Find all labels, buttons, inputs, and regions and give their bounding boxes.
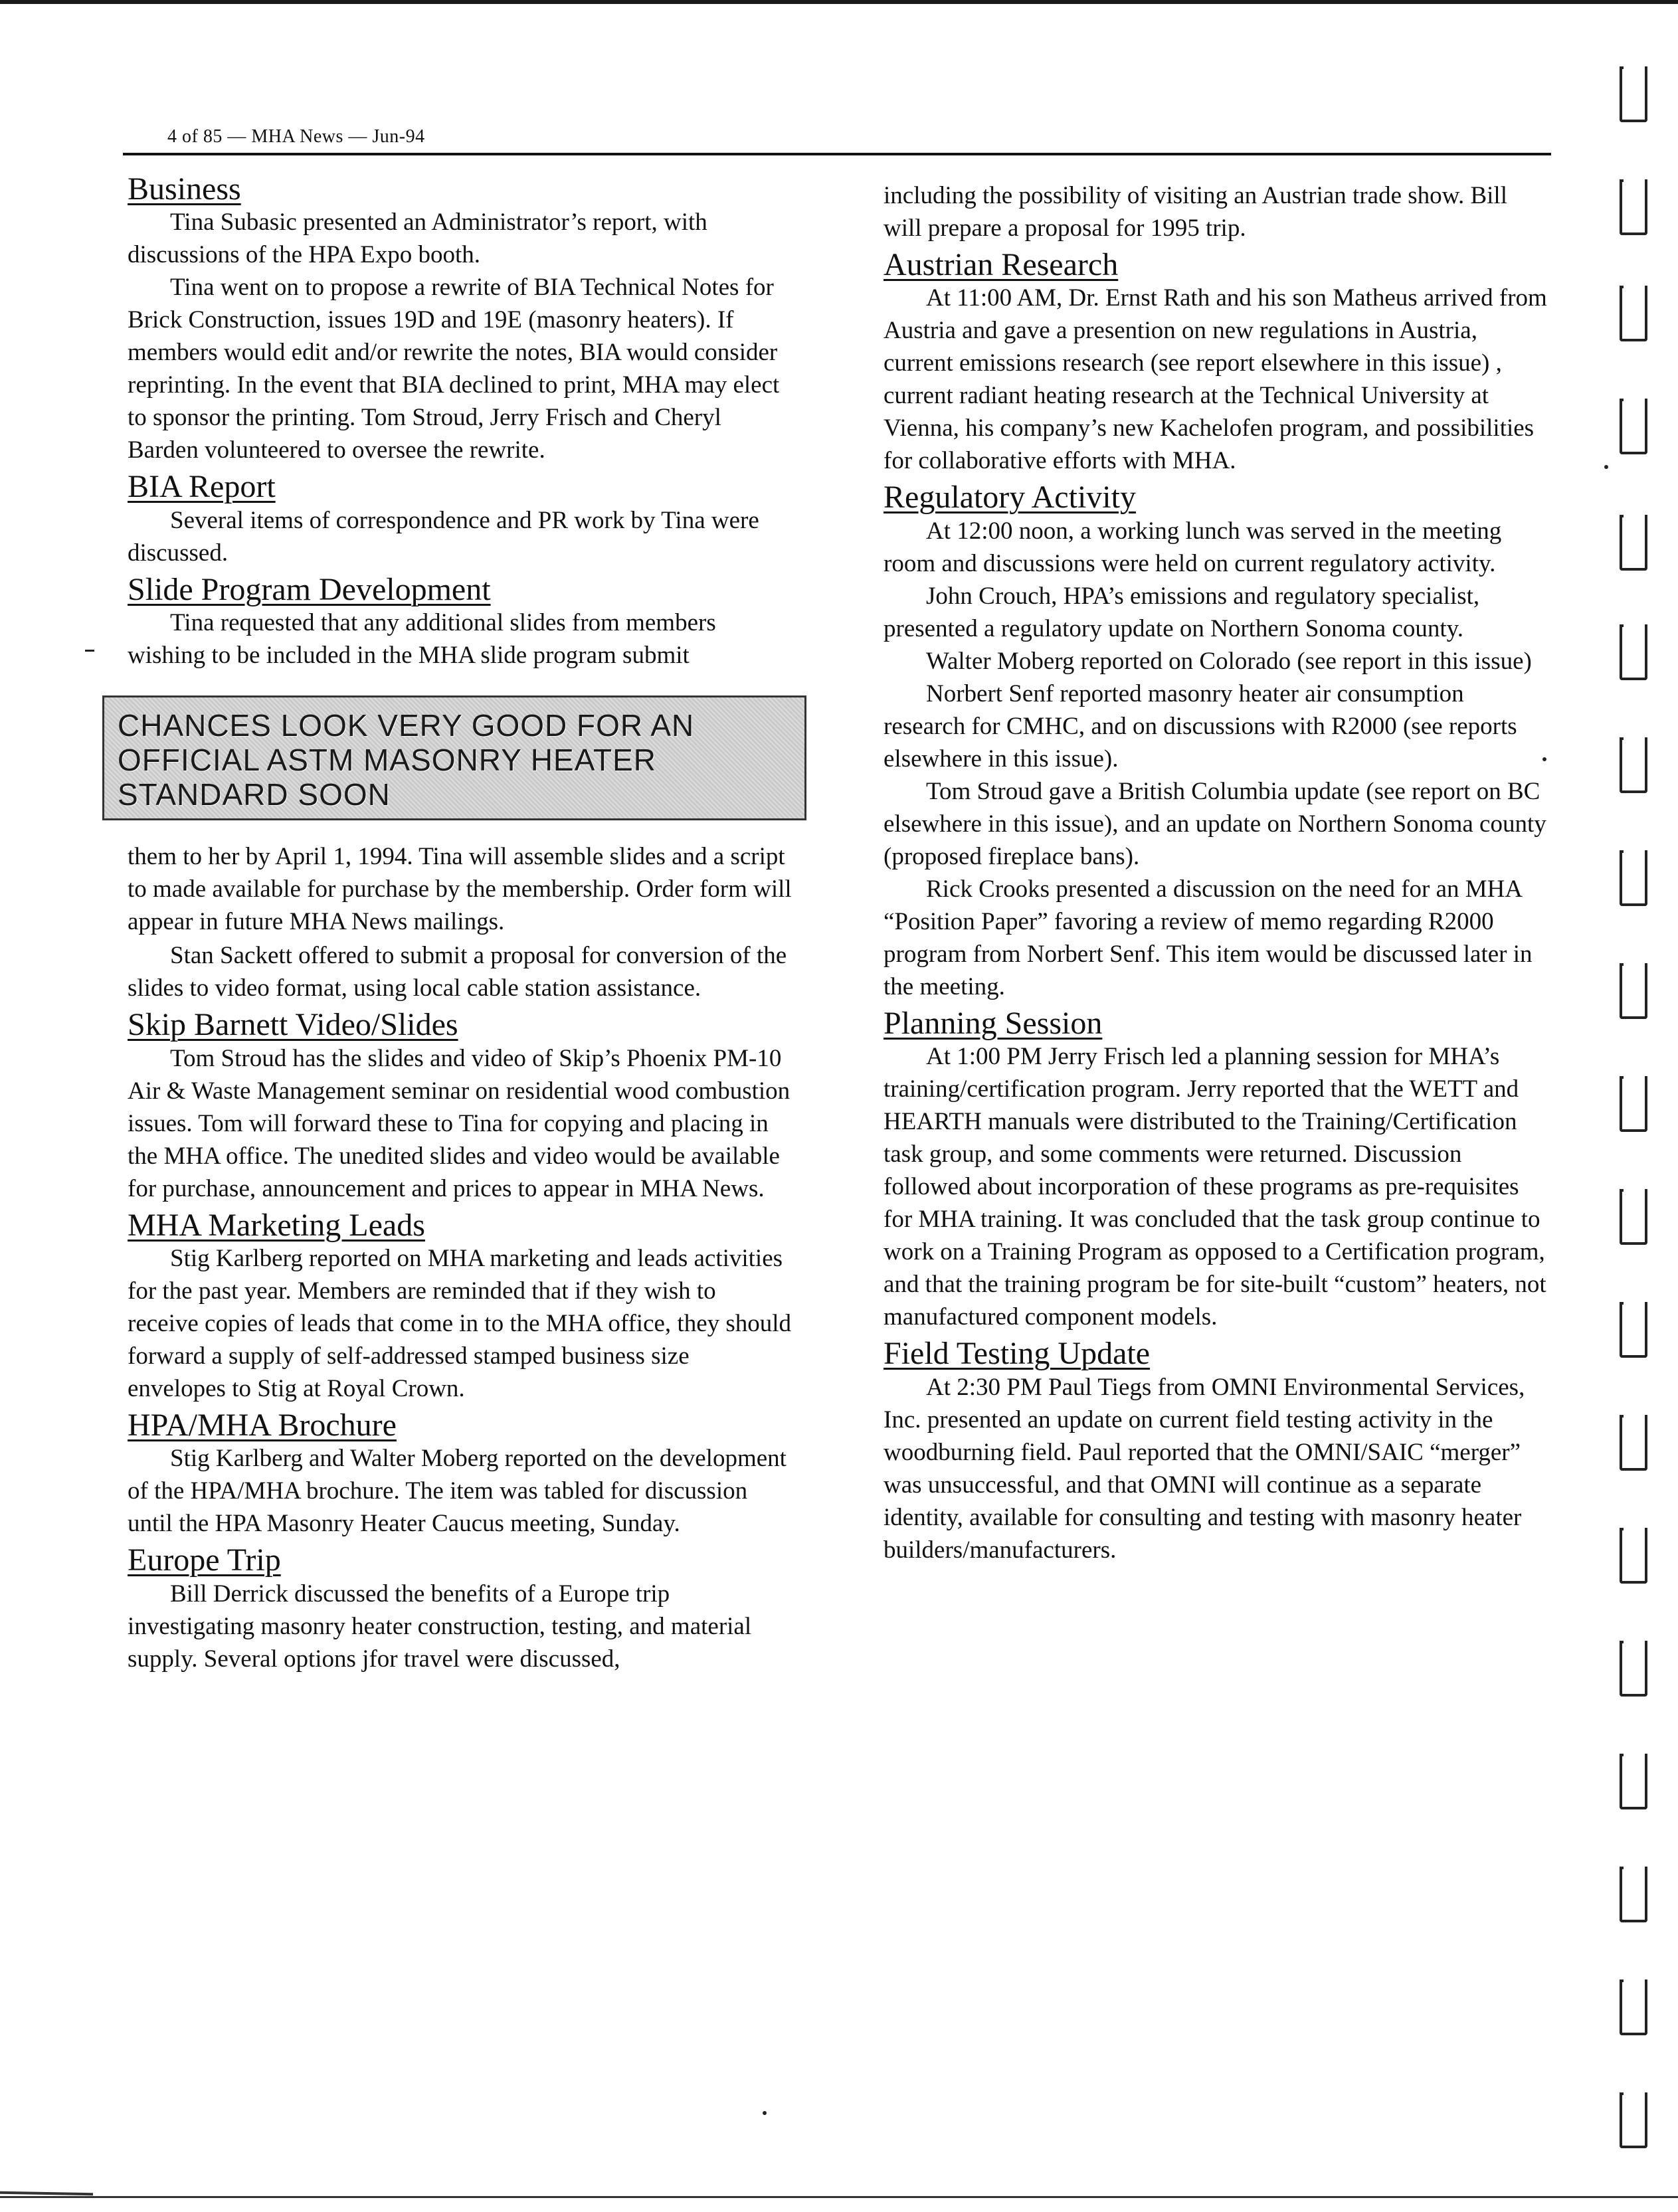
paragraph: Several items of correspondence and PR work by Tina were discussed. [128, 506, 759, 567]
paragraph: At 11:00 AM, Dr. Ernst Rath and his son Matheus arrived from Austria and gave a presention on new regulations in Austria, current emissions research (see report elsewhere in this issue) , current radiant heating research at the Technical University at Vienna, his company’s new Kachelofen program, and possibilities for collaborative efforts with MHA. [884, 284, 1547, 475]
section-heading: Europe Trip [128, 1542, 281, 1578]
binder-hole [1620, 286, 1647, 341]
binder-hole [1620, 1528, 1647, 1584]
europe-trip-continued [884, 179, 1548, 244]
section-regulatory-activity [884, 481, 1548, 1002]
callout-line: STANDARD SOON [118, 777, 391, 812]
paragraph: Bill Derrick discussed the benefits of a Europe trip investigating masonry heater construction, testing, and material supply. Several options jfor travel were discussed, [128, 1580, 752, 1673]
section-slide-program [128, 573, 792, 672]
left-column [118, 171, 792, 1677]
paragraph: At 1:00 PM Jerry Frisch led a planning session for MHA’s training/certification program. Jerry reported that the WETT and HEARTH manuals were distributed to the Training/Certification task group, and some comments were returned. Discussion followed about incorporation of these programs as pre-requisites for MHA training. It was concluded that the task group continue to work on a Training Program as opposed to a Certification program, and that the training program be for site-built “custom” heaters, not manufactured component models. [884, 1043, 1546, 1331]
paragraph: Tina Subasic presented an Administrator’s report, with discussions of the HPA Expo booth. [128, 209, 707, 269]
scan-speck [1542, 757, 1546, 761]
binder-hole [1620, 850, 1647, 906]
section-planning-session [884, 1007, 1548, 1333]
paragraph: Rick Crooks presented a discussion on the need for an MHA “Position Paper” favoring a review of memo regarding R2000 program from Norbert Senf. This item would be discussed later in the meeting. [884, 875, 1533, 1000]
paragraph: Stig Karlberg reported on MHA marketing and leads activities for the past year. Members are reminded that if they wish to receive copies of leads that come in to the MHA office, they should forward a supply of self-addressed stamped business size envelopes to Stig at Royal Crown. [128, 1244, 792, 1402]
section-heading: Planning Session [884, 1005, 1103, 1041]
paragraph: including the possibility of visiting an Austrian trade show. Bill will prepare a proposal for 1995 trip. [884, 182, 1507, 242]
binder-hole [1620, 963, 1647, 1019]
section-heading: Business [128, 171, 241, 207]
binder-hole [1620, 1076, 1647, 1132]
binder-hole [1620, 737, 1647, 793]
binder-hole [1620, 66, 1647, 122]
section-heading: Skip Barnett Video/Slides [128, 1007, 458, 1043]
binder-hole [1620, 1867, 1647, 1922]
scan-bottom-edge [0, 2196, 1678, 2198]
paragraph: Walter Moberg reported on Colorado (see report in this issue) [926, 647, 1532, 675]
binder-hole [1620, 624, 1647, 680]
section-field-testing [884, 1337, 1548, 1566]
slide-program-continued [128, 840, 792, 938]
binder-hole [1620, 515, 1647, 571]
paragraph: Tom Stroud gave a British Columbia update (see report on BC elsewhere in this issue), and an update on Northern Sonoma county (proposed fireplace bans). [884, 777, 1546, 870]
section-bia-report [128, 470, 792, 569]
header-rule [123, 153, 1551, 155]
paragraph: Stan Sackett offered to submit a proposal for conversion of the slides to video format, using local cable station assistance. [128, 942, 787, 1002]
binder-hole [1620, 399, 1647, 454]
paragraph: Stig Karlberg and Walter Moberg reported on the development of the HPA/MHA brochure. The item was tabled for discussion until the HPA Masonry Heater Caucus meeting, Sunday. [128, 1445, 787, 1538]
scan-bottom-edge-left [0, 2191, 93, 2195]
slide-program-continued-2 [128, 939, 792, 1004]
section-heading: Regulatory Activity [884, 480, 1136, 515]
binder-hole [1620, 1189, 1647, 1245]
binder-hole [1620, 1302, 1647, 1358]
binder-hole [1620, 1641, 1647, 1697]
section-heading: MHA Marketing Leads [128, 1207, 425, 1243]
section-heading: Slide Program Development [128, 571, 491, 607]
binder-hole [1620, 1415, 1647, 1471]
binder-hole [1620, 2092, 1647, 2148]
section-europe-trip [128, 1544, 792, 1675]
section-austrian-research [884, 248, 1548, 477]
section-business [128, 173, 792, 466]
paragraph: Tom Stroud has the slides and video of Skip’s Phoenix PM-10 Air & Waste Management seminar on residential wood combustion issues. Tom will forward these to Tina for copying and placing in the MHA office. The unedited slides and video would be available for purchase, announcement and prices to appear in MHA News. [128, 1044, 791, 1202]
right-column [884, 179, 1548, 1568]
paragraph: them to her by April 1, 1994. Tina will assemble slides and a script to made available for purchase by the membership. Order form will appear in future MHA News mailings. [128, 843, 792, 936]
section-heading: BIA Report [128, 469, 276, 505]
section-skip-barnett [128, 1008, 792, 1204]
running-head: 4 of 85 — MHA News — Jun-94 [167, 126, 425, 147]
binder-hole [1620, 179, 1647, 235]
callout-line: CHANCES LOOK VERY GOOD FOR AN [118, 708, 695, 743]
section-heading: HPA/MHA Brochure [128, 1407, 397, 1443]
binder-hole [1620, 1980, 1647, 2035]
scan-speck [1604, 465, 1608, 469]
section-marketing-leads [128, 1209, 792, 1405]
paragraph: Norbert Senf reported masonry heater air consumption research for CMHC, and on discussions with R2000 (see reports elsewhere in this issue). [884, 680, 1517, 773]
paragraph: John Crouch, HPA’s emissions and regulatory specialist, presented a regulatory update on Northern Sonoma county. [884, 582, 1480, 642]
scan-speck [763, 2111, 767, 2115]
paragraph: Tina requested that any additional slides from members wishing to be included in the MHA slide program submit [128, 609, 716, 670]
paragraph: Tina went on to propose a rewrite of BIA Technical Notes for Brick Construction, issues 19D and 19E (masonry heaters). If members would edit and/or rewrite the notes, BIA would consider reprinting. In the event that BIA declined to print, MHA may elect to sponsor the printing. Tom Stroud, Jerry Frisch and Cheryl Barden volunteered to oversee the rewrite. [128, 274, 780, 464]
section-heading: Field Testing Update [884, 1336, 1151, 1372]
binder-hole [1620, 1754, 1647, 1809]
callout-line: OFFICIAL ASTM MASONRY HEATER [118, 743, 656, 778]
callout-box [102, 695, 806, 820]
paragraph: At 2:30 PM Paul Tiegs from OMNI Environmental Services, Inc. presented an update on current field testing activity in the woodburning field. Paul reported that the OMNI/SAIC “merger” was unsuccessful, and that OMNI will continue as a separate identity, available for consulting and testing with masonry heater builders/manufacturers. [884, 1373, 1525, 1564]
section-heading: Austrian Research [884, 247, 1119, 282]
scan-top-edge [0, 0, 1678, 4]
paragraph: At 12:00 noon, a working lunch was served in the meeting room and discussions were held on current regulatory activity. [884, 517, 1502, 577]
section-brochure [128, 1409, 792, 1540]
scan-speck [85, 650, 94, 652]
